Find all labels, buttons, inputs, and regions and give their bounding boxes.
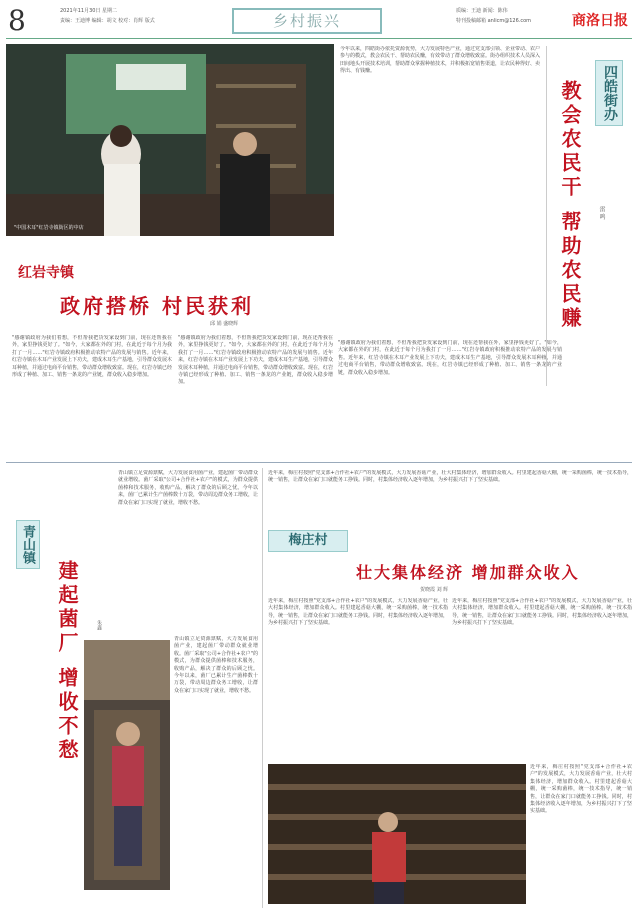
sidebar1-title-box [546, 46, 632, 386]
editors-line: 责编：王迪博 编辑：胡文 校对：肖辉 版式 [60, 18, 155, 24]
article1-body-col3: "感谢镇政府为我们着想，不但帮我把货发家设到门前，现在还帮我在外，家里挣钱更好了。"如今，大家都在外的门村，在此近于每个月为我打了一月……"红岩寺镇政府积极推动农特产品的发展与销售。近年来，红岩寺镇在木耳产业发展上下功夫，建成木耳生产基地，引导群众发展木耳种植，并通过电商平台销售，带动群众增收致富。现在，红岩寺镇已经形成了种植、加工、销售一条龙的产业链，群众收入稳步增加。 [338, 340, 562, 376]
header-rule [6, 38, 632, 39]
article1-title: 政府搭桥 村民获利 [60, 294, 254, 318]
store-photo-graphic [6, 44, 334, 236]
column-divider [262, 468, 263, 908]
article2-place: 青山镇 [16, 520, 40, 569]
article3-body-top: 近年来，梅庄村按照"党支部+合作社+农户"的发展模式，大力发展香菇产业，壮大村集体经济，增加群众收入。村里建起香菇大棚，统一采购菌棒，统一技术指导，统一销售，让群众在家门口就能务工挣钱。同时，村集体经济收入逐年增加，为乡村振兴打下了坚实基础。 [268, 470, 632, 484]
article3-body-col2: 近年来，梅庄村按照"党支部+合作社+农户"的发展模式，大力发展香菇产业，壮大村集体经济，增加群众收入。村里建起香菇大棚，统一采购菌棒，统一技术指导，统一销售，让群众在家门口就能务工挣钱。同时，村集体经济收入逐年增加，为乡村振兴打下了坚实基础。 [452, 598, 632, 627]
mushroom-shed-photo [268, 764, 526, 904]
article3-title: 壮大集体经济 增加群众收入 [356, 563, 580, 582]
date-line: 2021年11月30日 星期二 [60, 8, 118, 14]
page-number: 8 [8, 4, 26, 37]
mushroom-worker-graphic [84, 640, 170, 890]
sidebar1-title: 教会农民干 帮助农民赚 [558, 80, 582, 331]
article3-byline: 贺晓霞 刘 辉 [420, 587, 449, 593]
article2-byline: 朱鑫 [96, 620, 102, 630]
hotline: 特刊投稿邮箱 anlicm@126.com [456, 18, 532, 24]
sidebar1-body: 今年以来，四皓街办依托资源优势，大力发展特色产业，通过党支部引领、企业带动、农户参与的模式，教会农民干、帮助农民赚，有效带动了群众增收致富。街办组织技术人员深入田间地头开展技术培训，帮助群众掌握种植技术，并积极拓宽销售渠道，让农民种得好、卖得出、有钱赚。 [340, 46, 540, 75]
newspaper-logo: 商洛日报 [572, 13, 628, 29]
article3-body-col3: 近年来，梅庄村按照"党支部+合作社+农户"的发展模式，大力发展香菇产业，壮大村集体经济，增加群众收入。村里建起香菇大棚，统一采购菌棒，统一技术指导，统一销售，让群众在家门口就能务工挣钱。同时，村集体经济收入逐年增加，为乡村振兴打下了坚实基础。 [530, 764, 632, 815]
article3-body-col1: 近年来，梅庄村按照"党支部+合作社+农户"的发展模式，大力发展香菇产业，壮大村集体经济，增加群众收入。村里建起香菇大棚，统一采购菌棒，统一技术指导，统一销售，让群众在家门口就能务工挣钱。同时，村集体经济收入逐年增加，为乡村振兴打下了坚实基础。 [268, 598, 448, 627]
article1-byline: 邱 娟 盛晓辉 [210, 321, 239, 327]
article1-body-col2: "感谢镇政府为我们着想，不但帮我把货发家设到门前，现在还帮我在外，家里挣钱更好了。"如今，大家都在外的门村，在此近于每个月为我打了一月……"红岩寺镇政府积极推动农特产品的发展与销售。近年来，红岩寺镇在木耳产业发展上下功夫，建成木耳生产基地，引导群众发展木耳种植，并通过电商平台销售，带动群众增收致富。现在，红岩寺镇已经形成了种植、加工、销售一条龙的产业链，群众收入稳步增加。 [178, 335, 333, 386]
sidebar1-byline: 雷 鸣 [598, 206, 605, 220]
mushroom-worker-photo [84, 640, 170, 890]
mushroom-shed-graphic [268, 764, 526, 904]
article1-place: 红岩寺镇 [18, 265, 74, 281]
article2-title: 建起菌厂 增收不愁 [55, 560, 79, 763]
photo-caption: "中国木耳"红岩寺镇街区的中店 [14, 225, 84, 231]
article3-place: 梅庄村 [268, 530, 348, 552]
sidebar1-place: 四皓街办 [595, 60, 623, 126]
article2-body-top: 青山镇立足资源禀赋，大力发展食用菌产业，建起菌厂带动群众就业增收。菌厂采取"公司+合作社+农户"的模式，为群众提供菌棒和技术服务，收购产品，解决了群众的后顾之忧。今年以来，菌厂已累计生产菌棒数十万袋，带动周边群众务工增收，让群众在家门口实现了就业，增收不愁。 [118, 470, 258, 506]
article1-body-col1: "感谢镇政府为我们着想，不但帮我把货发家设到门前，现在还帮我在外，家里挣钱更好了。"如今，大家都在外的门村，在此近于每个月为我打了一月……"红岩寺镇政府积极推动农特产品的发展与销售。近年来，红岩寺镇在木耳产业发展上下功夫，建成木耳生产基地，引导群众发展木耳种植，并通过电商平台销售，带动群众增收致富。现在，红岩寺镇已经形成了种植、加工、销售一条龙的产业链，群众收入稳步增加。 [12, 335, 172, 379]
section-divider [6, 462, 632, 463]
article2-body-bottom: 青山镇立足资源禀赋，大力发展食用菌产业，建起菌厂带动群众就业增收。菌厂采取"公司+合作社+农户"的模式，为群众提供菌棒和技术服务，收购产品，解决了群众的后顾之忧。今年以来，菌厂已累计生产菌棒数十万袋，带动周边群众务工增收，让群众在家门口实现了就业，增收不愁。 [174, 636, 258, 694]
contact-line: 质编：王迪 新闻：陈伟 [456, 8, 508, 14]
store-photo [6, 44, 334, 236]
section-title: 乡村振兴 [232, 8, 382, 34]
